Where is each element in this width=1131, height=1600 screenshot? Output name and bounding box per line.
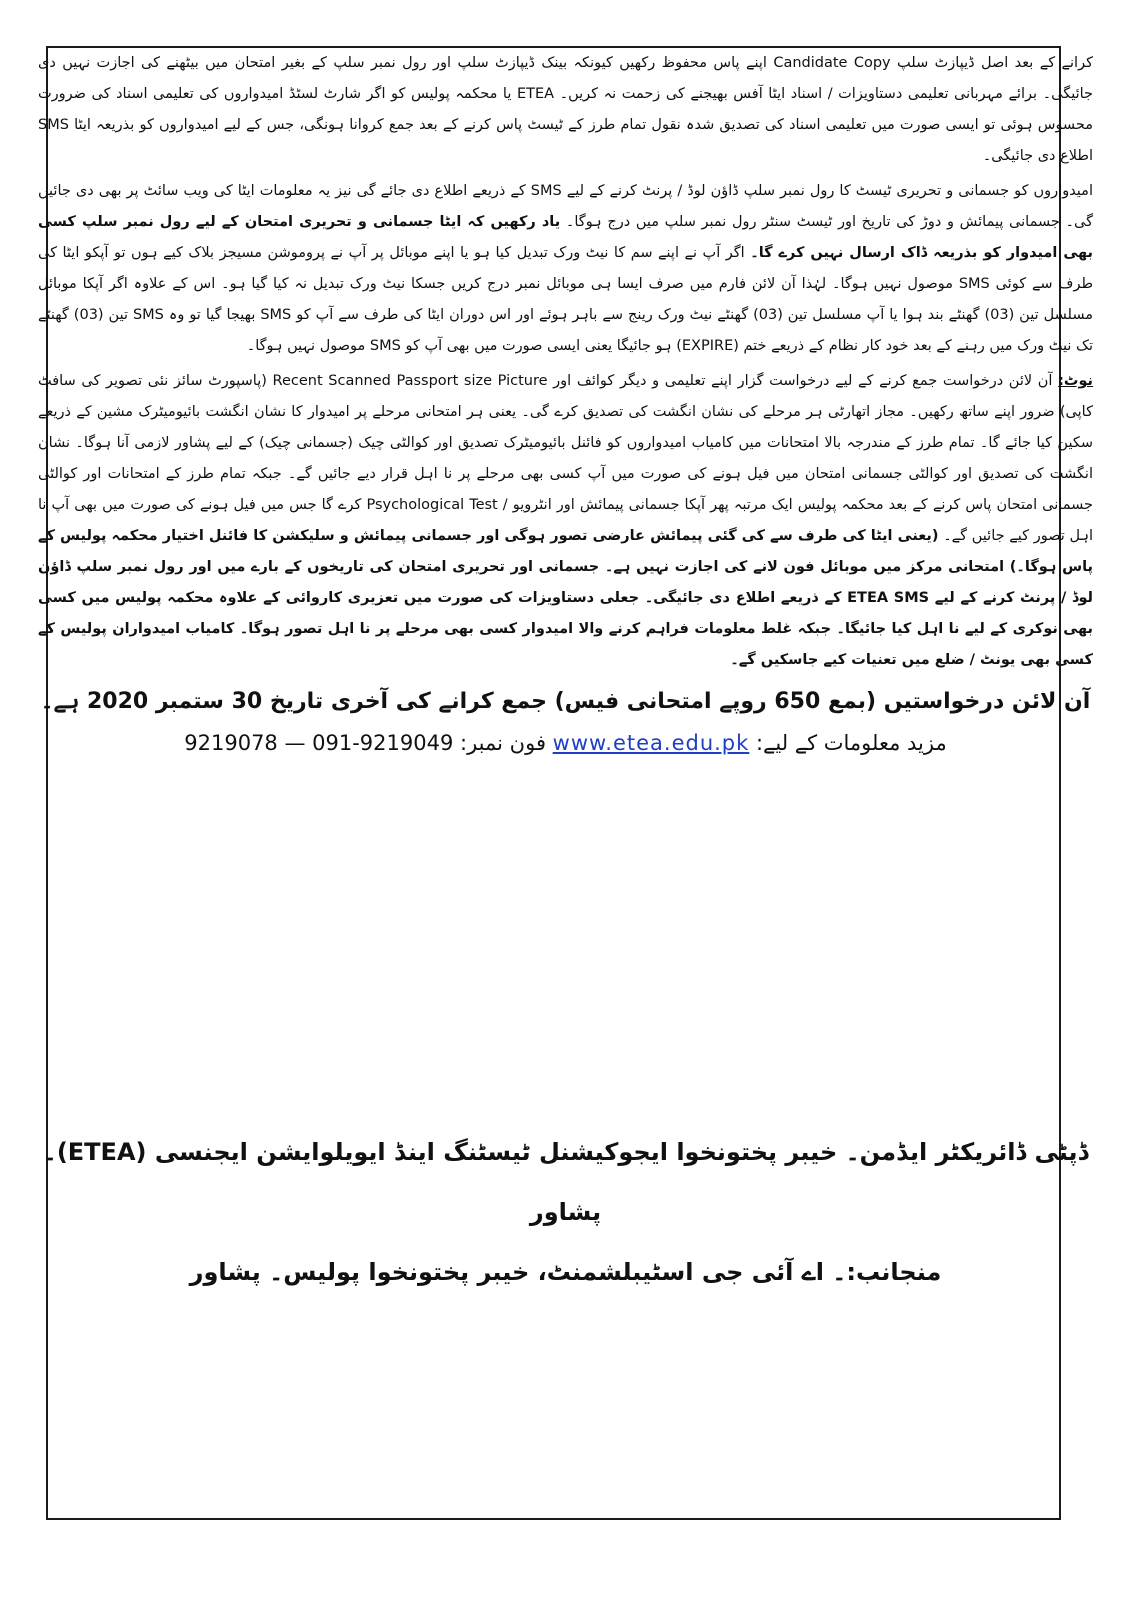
- note-label: نوٹ:: [1058, 373, 1093, 389]
- paragraph-sms-intro: امیدواروں کو جسمانی و تحریری ٹیسٹ کا رول نمبر سلپ ڈاؤن لوڈ / پرنٹ کرنے کے لیے SMS کے ذریعے اطلاع دی جائے گی نیز یہ معلومات ایٹا کی ویب سائٹ پر بھی دی جائیں گی۔ جسمانی پیمائش و دوڑ کی تاریخ اور ٹیسٹ سنٹر رول نمبر سلپ میں درج ہوگا۔: [38, 183, 1093, 230]
- paragraph-documents: کرانے کے بعد اصل ڈیپازٹ سلپ Candidate Copy اپنے پاس محفوظ رکھیں کیونکہ بینک ڈیپازٹ سلپ اور رول نمبر سلپ کے بغیر امتحان میں بیٹھنے کی اجازت نہیں دی جائیگی۔ برائے مہربانی تعلیمی دستاویزات / اسناد ایٹا آفس بھیجنے کی زحمت نہ کریں۔ ETEA یا محکمہ پولیس کو اگر شارٹ لسٹڈ امیدواروں کی تعلیمی اسناد کی ضرورت محسوس ہوئی تو ایسی صورت میں تعلیمی اسناد کی تصدیق شدہ نقول تمام طرز کے ٹیسٹ پاس کرنے کے بعد جمع کروانا ہونگی، جس کے لیے امیدواروں کو بذریعہ ایٹا SMS اطلاع دی جائیگی۔: [38, 55, 1093, 164]
- paragraph-sms-warning: یاد رکھیں کہ ایٹا جسمانی و تحریری امتحان کے لیے رول نمبر سلپ کسی بھی امیدوار کو بذریعہ ڈاک ارسال نہیں کرے گا۔: [38, 214, 1094, 261]
- paragraph-note-final: (یعنی ایٹا کی طرف سے کی گئی پیمائش عارضی تصور ہوگی اور جسمانی پیمائش و سلیکشن کا فائنل اختیار محکمہ پولیس کے پاس ہوگا۔) امتحانی مرکز میں موبائل فون لانے کی اجازت نہیں ہے۔ جسمانی اور تحریری امتحان کی تاریخوں کے بارے میں اور رول نمبر سلپ ڈاؤن لوڈ / پرنٹ کرنے کے لیے ETEA SMS کے ذریعے اطلاع دی جائیگی۔ جعلی دستاویزات کی صورت میں تعزیری کاروائی کے علاوہ محکمہ پولیس میں کسی بھی نوکری کے لیے نا اہل کیا جائیگا۔ جبکہ غلط معلومات فراہم کرنے والا امیدوار کسی بھی مرحلے پر نا اہل تصور ہوگا۔ کامیاب امیدواران پولیس کے کسی بھی یونٹ / ضلع میں تعنیات کیے جاسکیں گے۔: [38, 528, 1093, 668]
- paragraph-note: [38, 366, 1093, 676]
- phone-label: فون نمبر:: [460, 731, 546, 755]
- contact-info: [38, 726, 1093, 760]
- paragraph-sms-network: اگر آپ نے اپنے سم کا نیٹ ورک تبدیل کیا ہو یا اپنے موبائل پر آپ نے پروموشن مسیجز بلاک کیے ہوں تو آپکو ایٹا کی طرف سے کوئی SMS موصول نہیں ہوگا۔ لہٰذا آن لائن فارم میں صرف ایسا ہی موبائل نمبر درج کریں جسکا نیٹ ورک تبدیل نہ کیا گیا ہو۔ اس کے علاوہ اگر آپکا موبائل مسلسل تین (03) گھنٹے بند ہوا یا آپ مسلسل تین (03) گھنٹے نیٹ ورک رینج سے باہر ہوئے اور اس دوران ایٹا کی طرف سے آپ کو SMS بھیجا گیا تو وہ SMS تین (03) گھنٹے تک نیٹ ورک میں رہنے کے بعد خود کار نظام کے ذریعے ختم (EXPIRE) ہو جائیگا یعنی ایسی صورت میں بھی آپ کو SMS موصول نہیں ہوگا۔: [38, 245, 1094, 354]
- contact-label: مزید معلومات کے لیے:: [755, 731, 947, 755]
- phone-numbers: 9219078 — 091-9219049: [184, 731, 454, 755]
- deadline-notice: آن لائن درخواستیں (بمع 650 روپے امتحانی فیس) جمع کرانے کی آخری تاریخ 30 ستمبر 2020 ہے۔: [40, 689, 1091, 714]
- signature-block: [38, 1122, 1093, 1302]
- notice-body: [38, 48, 1093, 760]
- issuer-line: ڈپٹی ڈائریکٹر ایڈمن۔ خیبر پختونخوا ایجوکیشنل ٹیسٹنگ اینڈ ایویلوایشن ایجنسی (ETEA)۔ پشاور: [42, 1138, 1089, 1226]
- paragraph-note-biometric: آن لائن درخواست جمع کرنے کے لیے درخواست گزار اپنے تعلیمی و دیگر کوائف اور Recent Scanned Passport size Picture (پاسپورٹ سائز نئی تصویر کی سافٹ کاپی) ضرور اپنے ساتھ رکھیں۔ مجاز اتھارٹی ہر مرحلے کی نشان انگشت کی تصدیق کرے گی۔ یعنی ہر امتحانی مرحلے پر امیدوار کا نشان انگشت بائیومیٹرک مشین کے ذریعے سکین کیا جائے گا۔ تمام طرز کے مندرجہ بالا امتحانات میں کامیاب امیدواروں کو فائنل بائیومیٹرک تصدیق اور کوالٹی چیک (جسمانی چیک) کے لیے پشاور لازمی آنا ہوگا۔ نشان انگشت کی تصدیق اور کوالٹی جسمانی امتحان میں فیل ہونے کی صورت میں آپ کسی بھی مرحلے پر نا اہل قرار دیے جائیں گے۔ جبکہ تمام طرز کے امتحانات اور کوالٹی جسمانی امتحان پاس کرنے کے بعد محکمہ پولیس ایک مرتبہ پھر آپکا جسمانی پیمائش اور انٹرویو / Psychological Test کرے گا جس میں فیل ہونے کی صورت میں بھی آپ نا اہل تصور کیے جائیں گے۔: [38, 373, 1094, 544]
- paragraph-sms-roll-number: [38, 176, 1093, 362]
- from-line: منجانب:۔ اے آئی جی اسٹیبلشمنٹ، خیبر پختونخوا پولیس۔ پشاور: [189, 1258, 942, 1286]
- website-link[interactable]: www.etea.edu.pk: [552, 731, 750, 755]
